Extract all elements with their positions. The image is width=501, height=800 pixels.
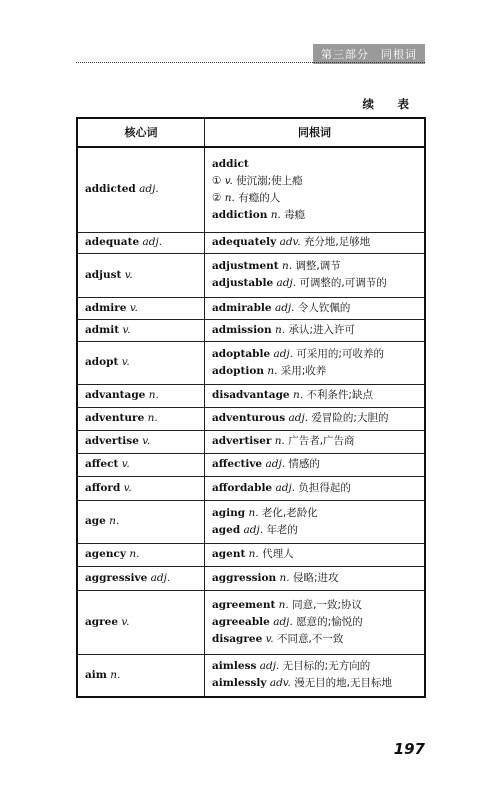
related-word-entry [212, 433, 417, 450]
core-word-pos: v. [122, 323, 131, 336]
core-word: admire [85, 301, 127, 314]
core-word-cell [77, 319, 205, 341]
related-words-cell [205, 147, 426, 232]
related-word-entry [212, 675, 417, 692]
related-word-pos: adj. [243, 523, 264, 536]
core-word-pos: n. [110, 668, 121, 681]
table-row [77, 407, 425, 430]
core-word: agree [85, 615, 119, 628]
related-word-pos: n. [267, 364, 278, 377]
core-word: adequate [85, 236, 140, 248]
related-word: adoption [212, 364, 264, 377]
related-words-cell [205, 543, 426, 566]
core-word-cell [77, 430, 205, 453]
related-word: agent [212, 548, 246, 560]
related-word-meaning: 承认;进入许可 [288, 323, 356, 336]
related-words-cell [205, 476, 426, 500]
related-word: aimless [212, 660, 257, 673]
related-word-pos: v. [265, 632, 274, 645]
related-word-entry [212, 546, 417, 563]
related-word-meaning: 情感的 [288, 458, 320, 470]
related-word-pos: adv. [269, 677, 291, 690]
core-word-pos: n. [109, 515, 120, 527]
table-row [77, 232, 425, 253]
related-word: advertiser [212, 435, 272, 447]
related-word-pos: adj. [288, 412, 309, 424]
core-word-pos: v. [121, 615, 130, 628]
core-word-pos: adj. [142, 236, 163, 248]
related-word-pos: adj. [274, 301, 295, 314]
related-word: agreeable [212, 615, 270, 628]
related-word-entry [212, 173, 417, 190]
related-word-meaning: 无目标的;无方向的 [282, 660, 371, 673]
related-word: aged [212, 523, 241, 536]
related-word-pos: adj. [276, 277, 297, 289]
related-word: disagree [212, 632, 263, 645]
related-word-pos: adj. [273, 615, 293, 628]
core-word-cell [77, 297, 205, 319]
related-word: addiction [212, 208, 268, 221]
related-word-meaning: 广告者,广告商 [288, 435, 355, 447]
related-word-pos: n. [292, 389, 304, 401]
core-word: advertise [85, 435, 139, 447]
related-word: adjustable [212, 277, 274, 289]
related-word-entry [212, 190, 417, 207]
page-number: 197 [393, 740, 425, 758]
related-words-cell [205, 297, 426, 319]
related-words-cell [205, 407, 426, 430]
core-word: adjust [85, 268, 122, 281]
table-row [77, 319, 425, 341]
related-word-meaning: 漫无目的地,无目标地 [294, 677, 393, 690]
related-word-pos: n. [274, 435, 285, 447]
related-word-pos: n. [224, 191, 235, 204]
column-header-related: 同根词 [205, 118, 426, 147]
related-word-entry [212, 456, 417, 473]
related-word-entry [212, 258, 417, 275]
table-row [77, 297, 425, 319]
core-word-pos: v. [123, 481, 132, 494]
core-word-cell [77, 384, 205, 407]
core-word-cell [77, 407, 205, 430]
header-divider [76, 62, 425, 63]
related-word: disadvantage [212, 389, 290, 401]
related-word-pos: adj. [265, 458, 286, 470]
table-row [77, 476, 425, 500]
related-word-meaning: 老化,老龄化 [261, 506, 318, 519]
table-row [77, 590, 425, 654]
related-word-pos: n. [281, 260, 293, 272]
related-word: agreement [212, 598, 276, 611]
core-word-pos: n. [148, 389, 159, 401]
core-word-cell [77, 476, 205, 500]
core-word: advantage [85, 389, 146, 401]
related-word-pos: n. [270, 208, 281, 221]
related-word-pos: n. [248, 548, 259, 560]
core-word-pos: adj. [139, 183, 159, 196]
entry-sense-number: ② [212, 191, 225, 204]
related-words-cell [205, 232, 426, 253]
entry-sense-number: ① [212, 174, 225, 187]
table-row [77, 147, 425, 232]
related-word: addict [212, 157, 249, 170]
word-family-table [76, 117, 426, 698]
table-row [77, 253, 425, 297]
core-word: adopt [85, 356, 119, 368]
core-word-cell [77, 147, 205, 232]
related-word: adjustment [212, 260, 279, 272]
table-row [77, 566, 425, 590]
related-word: affordable [212, 481, 273, 494]
related-words-cell [205, 654, 426, 697]
related-word: admission [212, 323, 272, 336]
related-words-cell [205, 384, 426, 407]
core-word: aim [85, 668, 107, 681]
core-word-pos: v. [121, 458, 130, 470]
table-row [77, 430, 425, 453]
core-word-pos: v. [121, 356, 130, 368]
related-word-pos: adj. [273, 347, 294, 360]
core-word-pos: n. [147, 412, 158, 424]
related-words-cell [205, 453, 426, 476]
related-word-entry [212, 631, 417, 648]
related-word-meaning: 代理人 [262, 548, 294, 560]
related-word-entry [212, 346, 417, 363]
related-word-meaning: 可采用的;可收养的 [296, 347, 384, 360]
core-word-cell [77, 453, 205, 476]
related-word-entry [212, 410, 417, 427]
related-words-cell [205, 341, 426, 384]
related-word-meaning: 年老的 [266, 523, 298, 536]
related-word-entry [212, 658, 417, 675]
related-word-entry [212, 522, 417, 539]
table-row [77, 341, 425, 384]
section-tag: 第三部分 同根词 [313, 44, 425, 64]
related-word-meaning: 愿意的;愉悦的 [296, 615, 363, 628]
related-word-entry [212, 597, 417, 614]
related-word-meaning: 同意,一致;协议 [292, 598, 362, 611]
related-word-meaning: 不利条件;缺点 [306, 389, 373, 401]
core-word-cell [77, 500, 205, 543]
related-word-entry [212, 505, 417, 522]
related-word-entry [212, 480, 417, 497]
table-header-row [77, 118, 425, 147]
related-word: affective [212, 458, 263, 470]
related-word-entry [212, 300, 417, 317]
related-word: adoptable [212, 347, 271, 360]
related-word-meaning: 负担得起的 [298, 481, 351, 494]
related-words-cell [205, 319, 426, 341]
related-word-pos: adj. [259, 660, 280, 673]
core-word-pos: v. [142, 435, 151, 447]
related-word-meaning: 爱冒险的;大胆的 [311, 412, 389, 424]
related-word: aggression [212, 571, 277, 584]
table-row [77, 654, 425, 697]
related-word: aging [212, 506, 246, 519]
table-row [77, 500, 425, 543]
related-words-cell [205, 590, 426, 654]
related-word: adequately [212, 236, 277, 248]
related-word-pos: v. [224, 174, 233, 187]
related-word-pos: n. [275, 323, 286, 336]
related-word-meaning: 可调整的,可调节的 [299, 277, 387, 289]
related-word-entry [212, 207, 417, 224]
related-word-pos: n. [278, 598, 289, 611]
related-word-pos: adv. [279, 236, 301, 248]
related-word-pos: n. [248, 506, 259, 519]
related-word: admirable [212, 301, 272, 314]
table-row [77, 543, 425, 566]
related-word-entry [212, 570, 417, 587]
core-word: agency [85, 548, 126, 560]
core-word-pos: n. [129, 548, 140, 560]
core-word-pos: v. [129, 301, 138, 314]
related-word-meaning: 令人钦佩的 [297, 301, 351, 314]
core-word: adventure [85, 412, 145, 424]
related-word-meaning: 充分地,足够地 [303, 236, 371, 248]
core-word: aggressive [85, 571, 148, 584]
core-word-cell [77, 654, 205, 697]
core-word: age [85, 515, 106, 527]
related-word-entry [212, 363, 417, 380]
table-continued-label: 续 表 [362, 97, 415, 111]
core-word-cell [77, 566, 205, 590]
core-word-cell [77, 590, 205, 654]
table-row [77, 453, 425, 476]
related-word-pos: adj. [275, 481, 296, 494]
core-word-pos: v. [124, 268, 133, 281]
related-word-entry [212, 387, 417, 404]
related-word: aimlessly [212, 677, 267, 690]
related-word-meaning: 毒瘾 [284, 208, 306, 221]
core-word: addicted [85, 183, 136, 196]
related-words-cell [205, 566, 426, 590]
core-word: affect [85, 458, 119, 470]
core-word-cell [77, 341, 205, 384]
column-header-core: 核心词 [77, 118, 205, 147]
table-row [77, 384, 425, 407]
related-word-pos: n. [279, 571, 290, 584]
related-word-entry [212, 614, 417, 631]
related-word-meaning: 采用;收养 [280, 364, 327, 377]
core-word: afford [85, 481, 121, 494]
core-word: admit [85, 323, 120, 336]
related-words-cell [205, 430, 426, 453]
core-word-cell [77, 232, 205, 253]
related-word-entry [212, 275, 417, 292]
core-word-cell [77, 543, 205, 566]
related-words-cell [205, 253, 426, 297]
related-word-meaning: 调整,调节 [295, 260, 341, 272]
related-word-entry [212, 234, 417, 251]
related-words-cell [205, 500, 426, 543]
related-word-meaning: 有瘾的人 [238, 191, 281, 204]
core-word-pos: adj. [150, 571, 171, 584]
related-word-entry [212, 156, 417, 173]
related-word-entry [212, 322, 417, 339]
related-word-meaning: 侵略;进攻 [292, 571, 339, 584]
related-word-meaning: 不同意,不一致 [277, 632, 344, 645]
related-word-meaning: 使沉溺;使上瘾 [236, 174, 303, 187]
core-word-cell [77, 253, 205, 297]
related-word: adventurous [212, 412, 286, 424]
